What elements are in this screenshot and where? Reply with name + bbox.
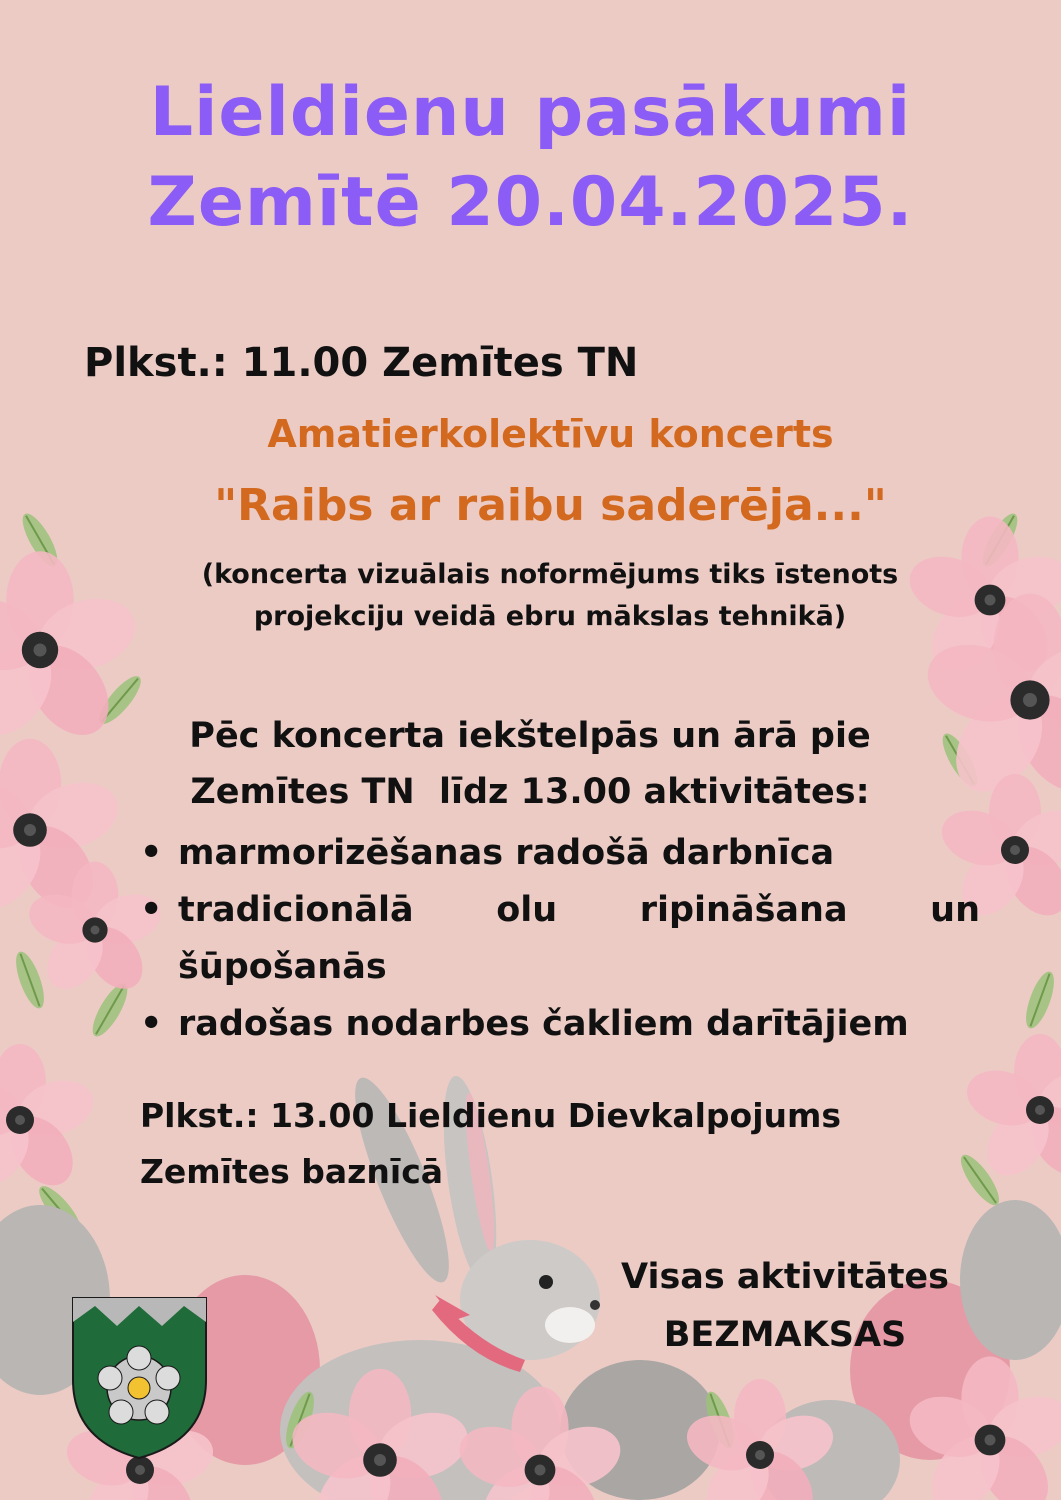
list-item: • radošas nodarbes čakliem darītājiem [140,996,980,1053]
activities-intro [80,708,980,820]
activities-intro-line-2: Zemītes TN līdz 13.00 aktivitātes: [190,772,870,812]
activities-list [140,825,980,1053]
title-line-1: Lieldienu pasākumi [149,73,912,152]
concert-note-line-1: (koncerta vizuālais noformējums tiks īstenots [201,559,899,590]
activities-intro-line-1: Pēc koncerta iekštelpās un ārā pie [189,716,871,756]
list-item: • marmorizēšanas radošā darbnīca [140,825,980,882]
event1-time: Plkst.: 11.00 Zemītes TN [84,340,639,386]
concert-note-line-2: projekciju veidā ebru mākslas tehnikā) [253,601,847,632]
free-notice [560,1248,1010,1364]
concert-note [100,554,1000,638]
coat-of-arms-icon [73,1298,206,1458]
concert-quote: "Raibs ar raibu saderēja..." [214,480,887,531]
free-notice-line-2: BEZMAKSAS [663,1315,907,1355]
title-line-2: Zemītē 20.04.2025. [147,163,914,242]
list-item: • tradicionālā olu ripināšana un šūpošanās [140,882,980,996]
event2-line-2: Zemītes baznīcā [140,1152,444,1191]
free-notice-line-1: Visas aktivitātes [620,1257,950,1297]
event2-line-1: Plkst.: 13.00 Lieldienu Dievkalpojums [140,1096,842,1135]
concert-name: Amatierkolektīvu koncerts [267,412,834,456]
event2 [140,1088,940,1200]
